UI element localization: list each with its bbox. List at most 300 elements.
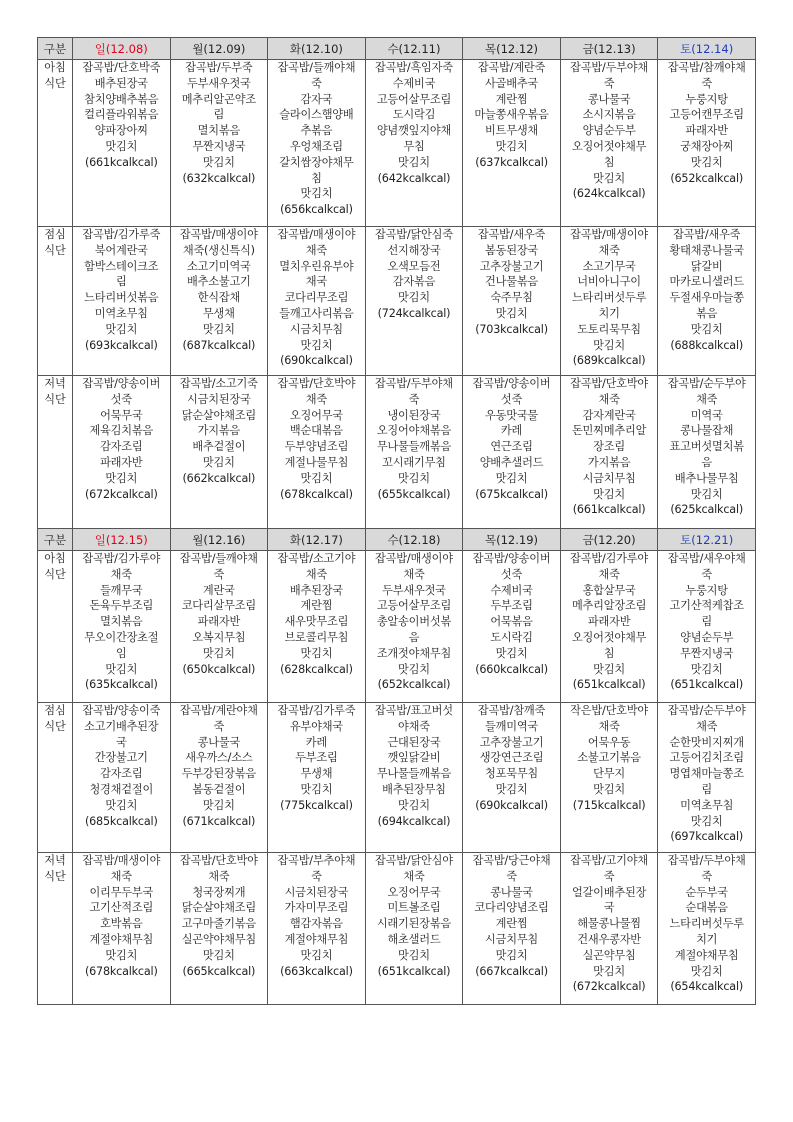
menu-line: 잡곡밥/참깨죽 — [477, 704, 546, 717]
menu-cell — [365, 551, 463, 703]
menu-line: 소시지볶음 — [582, 108, 636, 122]
menu-line: 순대볶음 — [685, 901, 728, 915]
menu-line: 배추된장국 — [289, 583, 343, 597]
menu-line: 맛김치 — [593, 171, 625, 185]
menu-line: 수제비국 — [490, 583, 533, 597]
menu-line: 고기산적조림 — [89, 901, 154, 915]
menu-line: 죽 — [408, 392, 420, 406]
menu-line: 컬리플라워볶음 — [84, 108, 159, 122]
menu-line: 맛김치 — [495, 306, 528, 320]
menu-line: 멸치볶음 — [100, 615, 143, 629]
menu-line: 볶음 — [696, 306, 718, 320]
menu-line: 두부새우젓국 — [382, 583, 446, 597]
menu-cell — [268, 853, 366, 1005]
menu-line: 잡곡밥/당근야채 — [472, 854, 551, 867]
menu-line: 잡곡밥/김가루야 — [570, 552, 648, 565]
menu-line: 시금치무침 — [289, 322, 343, 336]
menu-line: 시금치된장국 — [187, 392, 251, 406]
menu-line: 잡곡밥/매생이야 — [277, 228, 356, 241]
menu-line: 채죽 — [305, 567, 328, 581]
meal-label-line: 점심 — [44, 704, 66, 717]
menu-cell — [268, 703, 366, 853]
menu-line: (661kcalkcal) — [572, 503, 646, 517]
menu-line: 잡곡밥/계란죽 — [477, 61, 546, 74]
menu-line: 돈육두부조림 — [89, 599, 154, 613]
menu-line: 근대된장국 — [387, 735, 441, 749]
menu-line: 계란찜 — [495, 917, 528, 931]
menu-line: 림 — [115, 275, 127, 289]
menu-line: 맛김치 — [202, 322, 235, 336]
menu-line: (663kcalkcal) — [280, 964, 353, 978]
menu-line: 소고기미역국 — [187, 259, 251, 273]
menu-line: 너비아니구이 — [577, 275, 641, 289]
menu-line: 황태채콩나물국 — [669, 243, 744, 257]
menu-line: 잡곡밥/새우죽 — [477, 228, 546, 241]
menu-line: 두부강된장볶음 — [181, 767, 256, 781]
menu-line: 카레 — [500, 424, 523, 438]
menu-line: 홍합살무국 — [582, 583, 636, 597]
menu-line: (652kcalkcal) — [670, 171, 744, 185]
menu-line: 죽 — [701, 869, 712, 883]
menu-line: 잡곡밥/흑임자죽 — [375, 61, 453, 74]
menu-line: (660kcalkcal) — [475, 662, 548, 676]
menu-line: 닭순살야채조림 — [181, 408, 256, 422]
menu-line: 잡곡밥/매생이야 — [375, 552, 453, 565]
menu-line: 돈민찌메추리알 — [571, 424, 647, 438]
menu-line: (690kcalkcal) — [280, 354, 353, 368]
menu-line: 시래기된장볶음 — [376, 917, 452, 931]
menu-line: 채죽 — [305, 392, 328, 406]
meal-row-dinner — [38, 853, 756, 1005]
menu-cell — [560, 60, 658, 227]
menu-line: 소고기배추된장 — [84, 719, 159, 733]
menu-line: 미역초무침 — [94, 306, 148, 320]
menu-line: 장조림 — [593, 440, 625, 454]
menu-line: 맛김치 — [495, 782, 528, 796]
menu-line: 실곤약무침 — [582, 948, 636, 962]
day-header — [658, 529, 756, 551]
menu-cell — [560, 551, 658, 703]
menu-line: 사골배추국 — [485, 76, 539, 90]
menu-line: 미트볼조림 — [387, 901, 441, 915]
menu-line: 잡곡밥/순두부야 — [667, 377, 746, 390]
menu-line: 림 — [213, 108, 225, 122]
menu-line: 도시락김 — [490, 630, 533, 644]
menu-line: 계절야채무침 — [89, 932, 154, 946]
menu-line: 소불고기볶음 — [577, 751, 641, 765]
menu-line: 맛김치 — [202, 646, 235, 660]
menu-line: 채죽 — [696, 392, 718, 406]
meal-label-dinner — [38, 853, 73, 1005]
menu-line: 깻잎닭갈비 — [387, 751, 441, 765]
meal-plan-table — [37, 37, 756, 1005]
menu-line: 채죽 — [598, 392, 620, 406]
menu-line: 림 — [701, 782, 712, 796]
menu-cell — [73, 376, 171, 529]
menu-line: 오징어무국 — [289, 408, 343, 422]
menu-line: 치기 — [696, 932, 718, 946]
day-label: 일(12.15) — [94, 532, 148, 547]
menu-line: 배추된장무침 — [382, 782, 446, 796]
menu-line: 잡곡밥/새우죽 — [673, 228, 741, 241]
meal-row-lunch — [38, 703, 756, 853]
menu-line: 잡곡밥/두부야채 — [570, 61, 648, 74]
menu-line: (687kcalkcal) — [182, 338, 256, 352]
menu-line: 배추된장국 — [94, 76, 148, 90]
menu-line: 어묵우동 — [587, 735, 631, 749]
meal-label-breakfast — [38, 60, 73, 227]
menu-line: 메추리알곤약조 — [181, 92, 256, 106]
menu-line: 추볶음 — [300, 124, 333, 138]
menu-line: (690kcalkcal) — [475, 798, 548, 812]
menu-line: 코다리살무조림 — [181, 599, 256, 613]
menu-line: (715kcalkcal) — [572, 798, 646, 812]
menu-line: 섯죽 — [500, 392, 523, 406]
menu-line: 실곤약야채무침 — [181, 932, 256, 946]
menu-line: 맛김치 — [300, 338, 333, 352]
menu-line: 양배추샐러드 — [479, 455, 544, 469]
menu-line: 파래자반 — [100, 455, 143, 469]
menu-line: 죽 — [213, 719, 225, 733]
menu-line: 청포묵무침 — [485, 767, 539, 781]
menu-cell — [658, 376, 756, 529]
menu-line: (651kcalkcal) — [572, 678, 646, 692]
menu-line: (650kcalkcal) — [182, 662, 256, 676]
menu-line: (672kcalkcal) — [572, 980, 646, 994]
day-header — [268, 38, 366, 60]
menu-line: 죽 — [506, 869, 517, 883]
menu-line: 맛김치 — [690, 814, 723, 828]
menu-line: (655kcalkcal) — [377, 487, 451, 501]
meal-plan-body — [38, 38, 756, 1005]
menu-line: 비트무생채 — [485, 124, 539, 138]
menu-line: 무생채 — [202, 306, 235, 320]
menu-line: 함박스테이크조 — [84, 259, 159, 273]
menu-line: (625kcalkcal) — [670, 503, 744, 517]
menu-line: 잡곡밥/들깨야채 — [277, 61, 356, 74]
menu-line: 슬라이스햄양배 — [279, 108, 354, 122]
menu-line: 무짠지냉국 — [680, 646, 734, 660]
day-header — [658, 38, 756, 60]
menu-line: 고추장불고기 — [479, 259, 544, 273]
day-label: 목(12.19) — [485, 532, 539, 547]
menu-line: (775kcalkcal) — [280, 798, 353, 812]
menu-line: 감자국 — [300, 92, 333, 106]
menu-line: 맛김치 — [105, 798, 138, 812]
menu-line: 도시락김 — [392, 108, 436, 122]
menu-line: 콩나물국 — [587, 92, 631, 106]
meal-label-breakfast — [38, 551, 73, 703]
meal-label-line: 저녁 — [44, 854, 66, 867]
day-label: 목(12.12) — [485, 41, 539, 56]
menu-line: (662kcalkcal) — [182, 471, 256, 485]
menu-line: 맛김치 — [690, 487, 723, 501]
menu-line: 오징어젓야채무 — [571, 139, 647, 153]
menu-line: 멸치우린유부야 — [279, 259, 354, 273]
menu-line: (652kcalkcal) — [377, 678, 451, 692]
menu-line: 맛김치 — [593, 782, 625, 796]
menu-line: (675kcalkcal) — [475, 487, 548, 501]
menu-line: 고기산적케찹조 — [669, 599, 744, 613]
menu-line: 배추겉절이 — [192, 440, 246, 454]
menu-line: 건나물볶음 — [485, 275, 539, 289]
menu-line: 멸치볶음 — [197, 124, 241, 138]
menu-line: 가자미무조림 — [284, 901, 349, 915]
menu-line: 누룽지탕 — [685, 92, 728, 106]
menu-line: 맛김치 — [398, 155, 430, 169]
menu-line: 잡곡밥/순두부야 — [667, 704, 746, 717]
menu-line: 감자조림 — [100, 767, 143, 781]
menu-line: 임 — [115, 646, 127, 660]
menu-cell — [268, 60, 366, 227]
menu-line: 계란찜 — [495, 92, 528, 106]
menu-line: (661kcalkcal) — [84, 155, 158, 169]
menu-line: 잡곡밥/단호박야 — [277, 377, 356, 390]
menu-line: 고등어살무조림 — [376, 92, 452, 106]
menu-line: 해물콩나물찜 — [577, 917, 641, 931]
menu-line: 파래자반 — [685, 124, 728, 138]
menu-line: 야채죽 — [398, 719, 430, 733]
menu-cell — [658, 551, 756, 703]
menu-line: 맛김치 — [398, 662, 430, 676]
menu-line: 잡곡밥/매생이야 — [82, 854, 161, 867]
menu-line: 들깨무국 — [100, 583, 143, 597]
menu-cell — [658, 703, 756, 853]
menu-line: 오징어젓야채무 — [571, 630, 647, 644]
menu-line: 북어계란국 — [94, 243, 148, 257]
menu-line: 잡곡밥/양송이버 — [472, 377, 551, 390]
menu-line: 오징어무국 — [387, 885, 441, 899]
menu-cell — [170, 60, 268, 227]
menu-line: 맛김치 — [690, 662, 723, 676]
meal-label-line: 식단 — [44, 719, 66, 733]
menu-line: 미역초무침 — [680, 798, 734, 812]
menu-line: 궁채장아찌 — [680, 139, 734, 153]
menu-line: (678kcalkcal) — [84, 964, 158, 978]
meal-row-breakfast — [38, 60, 756, 227]
menu-line: 맛김치 — [593, 964, 625, 978]
week-header-row — [38, 38, 756, 60]
menu-line: 죽 — [311, 869, 322, 883]
menu-line: 맛김치 — [105, 322, 138, 336]
menu-line: 계절나물무침 — [284, 455, 349, 469]
menu-line: 맛김치 — [300, 782, 333, 796]
menu-line: (642kcalkcal) — [377, 171, 451, 185]
menu-line: 얼갈이배추된장 — [571, 885, 647, 899]
menu-line: 봄동된장국 — [485, 243, 539, 257]
menu-line: 섯죽 — [110, 392, 132, 406]
menu-line: (671kcalkcal) — [182, 814, 256, 828]
menu-cell — [170, 227, 268, 376]
menu-line: (635kcalkcal) — [84, 678, 158, 692]
corner-label: 구분 — [38, 38, 73, 60]
menu-line: 죽 — [213, 567, 225, 581]
meal-row-lunch — [38, 227, 756, 376]
menu-line: 어묵무국 — [100, 408, 143, 422]
menu-line: 무침 — [403, 139, 425, 153]
menu-line: 잡곡밥/부추야채 — [277, 854, 356, 867]
menu-cell — [365, 853, 463, 1005]
menu-line: 느타리버섯두루 — [669, 917, 744, 931]
menu-line: 채죽 — [305, 243, 328, 257]
menu-line: 수제비국 — [392, 76, 436, 90]
menu-line: 오색모듬전 — [387, 259, 441, 273]
menu-line: 맛김치 — [690, 964, 723, 978]
corner-label: 구분 — [38, 529, 73, 551]
menu-line: 잡곡밥/소고기야 — [277, 552, 356, 565]
menu-line: 맛김치 — [105, 662, 138, 676]
menu-line: 음 — [408, 630, 420, 644]
menu-line: 배추소불고기 — [187, 275, 251, 289]
menu-line: 코다리양념조림 — [474, 901, 549, 915]
meal-label-dinner — [38, 376, 73, 529]
menu-line: 맛김치 — [495, 646, 528, 660]
menu-line: 마늘쫑새우볶음 — [474, 108, 549, 122]
menu-line: 제육김치볶음 — [89, 424, 154, 438]
day-header — [170, 529, 268, 551]
menu-line: 고등어살무조림 — [376, 599, 452, 613]
menu-cell — [658, 227, 756, 376]
menu-line: 채국 — [305, 275, 328, 289]
menu-line: 맛김치 — [300, 187, 333, 201]
menu-line: 무나물들깨볶음 — [376, 440, 452, 454]
menu-line: 파래자반 — [587, 615, 631, 629]
menu-line: 맛김치 — [593, 338, 625, 352]
menu-line: (632kcalkcal) — [182, 171, 256, 185]
menu-line: 치기 — [598, 306, 620, 320]
menu-line: 두부양념조림 — [284, 440, 349, 454]
menu-line: 잡곡밥/김가루야 — [82, 552, 161, 565]
menu-line: 맛김치 — [105, 948, 138, 962]
menu-line: 느타리버섯두루 — [571, 291, 647, 305]
menu-line: 맛김치 — [690, 155, 723, 169]
menu-line: 침 — [603, 155, 615, 169]
menu-line: 새우까스/소스 — [185, 751, 253, 765]
day-label: 화(12.10) — [289, 41, 343, 56]
menu-line: 작은밥/단호박야 — [570, 704, 648, 717]
menu-line: 죽 — [701, 567, 712, 581]
meal-row-breakfast — [38, 551, 756, 703]
day-header — [170, 38, 268, 60]
menu-cell — [463, 853, 561, 1005]
week-header-row — [38, 529, 756, 551]
menu-line: 죽 — [603, 76, 615, 90]
menu-line: 콩나물잡채 — [680, 424, 734, 438]
day-header — [365, 529, 463, 551]
menu-line: 잡곡밥/두부죽 — [185, 61, 253, 74]
menu-line: 죽 — [701, 76, 712, 90]
menu-line: 연근조림 — [490, 440, 533, 454]
menu-cell — [365, 703, 463, 853]
menu-line: 단무지 — [593, 767, 625, 781]
menu-line: 꼬시래기무침 — [382, 455, 446, 469]
menu-cell — [463, 376, 561, 529]
meal-label-line: 식단 — [44, 76, 66, 90]
day-header — [463, 529, 561, 551]
menu-line: 잡곡밥/두부야채 — [375, 377, 453, 390]
menu-line: 햄감자볶음 — [289, 917, 343, 931]
menu-line: 배추나물무침 — [674, 471, 739, 485]
meal-label-lunch — [38, 703, 73, 853]
menu-line: 들깨미역국 — [485, 719, 539, 733]
menu-line: 채죽 — [110, 567, 132, 581]
menu-line: 감자조림 — [100, 440, 143, 454]
menu-line: 잡곡밥/계란야채 — [179, 704, 258, 717]
menu-cell — [73, 551, 171, 703]
menu-line: 두절새우마늘쫑 — [669, 291, 744, 305]
menu-line: 채죽 — [598, 243, 620, 257]
menu-cell — [73, 60, 171, 227]
menu-line: 건새우콩자반 — [577, 932, 641, 946]
menu-line: 잡곡밥/새우야채 — [667, 552, 746, 565]
menu-cell — [170, 376, 268, 529]
menu-line: (678kcalkcal) — [280, 487, 353, 501]
menu-line: 맛김치 — [495, 948, 528, 962]
menu-line: 섯죽 — [500, 567, 523, 581]
menu-line: 채죽 — [403, 869, 425, 883]
menu-cell — [560, 227, 658, 376]
menu-line: 잡곡밥/닭안심야 — [375, 854, 453, 867]
menu-line: 시금치무침 — [485, 932, 539, 946]
menu-line: 침 — [603, 646, 615, 660]
menu-line: 무생채 — [300, 767, 333, 781]
menu-line: 참치양배추볶음 — [84, 92, 159, 106]
menu-line: 유부야채국 — [289, 719, 343, 733]
menu-line: (628kcalkcal) — [280, 662, 353, 676]
menu-line: 잡곡밥/참깨야채 — [667, 61, 746, 74]
menu-line: 잡곡밥/양송이죽 — [82, 704, 161, 717]
menu-line: 채죽 — [403, 567, 425, 581]
menu-line: 무오이간장초절 — [84, 630, 159, 644]
menu-line: 선지해장국 — [387, 243, 441, 257]
meal-label-line: 식단 — [44, 243, 66, 257]
menu-line: 간장불고기 — [94, 751, 148, 765]
day-label: 수(12.11) — [387, 41, 441, 56]
menu-line: (697kcalkcal) — [670, 830, 744, 844]
menu-line: 콩나물국 — [490, 885, 533, 899]
meal-label-lunch — [38, 227, 73, 376]
menu-line: 국 — [115, 735, 127, 749]
menu-cell — [365, 227, 463, 376]
menu-line: 두부새우젓국 — [187, 76, 251, 90]
menu-line: 림 — [701, 615, 712, 629]
day-label: 금(12.13) — [582, 41, 636, 56]
menu-line: 잡곡밥/매생이야 — [570, 228, 648, 241]
menu-line: (694kcalkcal) — [377, 814, 451, 828]
menu-cell — [268, 551, 366, 703]
menu-line: (637kcalkcal) — [475, 155, 548, 169]
meal-label-line: 아침 — [44, 61, 66, 74]
menu-line: 생강연근조림 — [479, 751, 544, 765]
menu-line: 죽 — [311, 76, 322, 90]
menu-line: 감자계란국 — [582, 408, 636, 422]
menu-cell — [560, 376, 658, 529]
menu-cell — [560, 853, 658, 1005]
menu-line: 고등어김치조림 — [669, 751, 744, 765]
meal-label-line: 아침 — [44, 552, 66, 565]
menu-cell — [463, 60, 561, 227]
menu-line: 콩나물국 — [197, 735, 241, 749]
day-header — [73, 38, 171, 60]
menu-line: (624kcalkcal) — [572, 187, 646, 201]
menu-line: (703kcalkcal) — [475, 322, 548, 336]
menu-cell — [463, 551, 561, 703]
menu-line: 잡곡밥/단호박야 — [179, 854, 258, 867]
menu-line: 맛김치 — [495, 471, 528, 485]
menu-cell — [463, 703, 561, 853]
menu-line: 메추리알장조림 — [571, 599, 647, 613]
menu-line: (689kcalkcal) — [572, 354, 646, 368]
